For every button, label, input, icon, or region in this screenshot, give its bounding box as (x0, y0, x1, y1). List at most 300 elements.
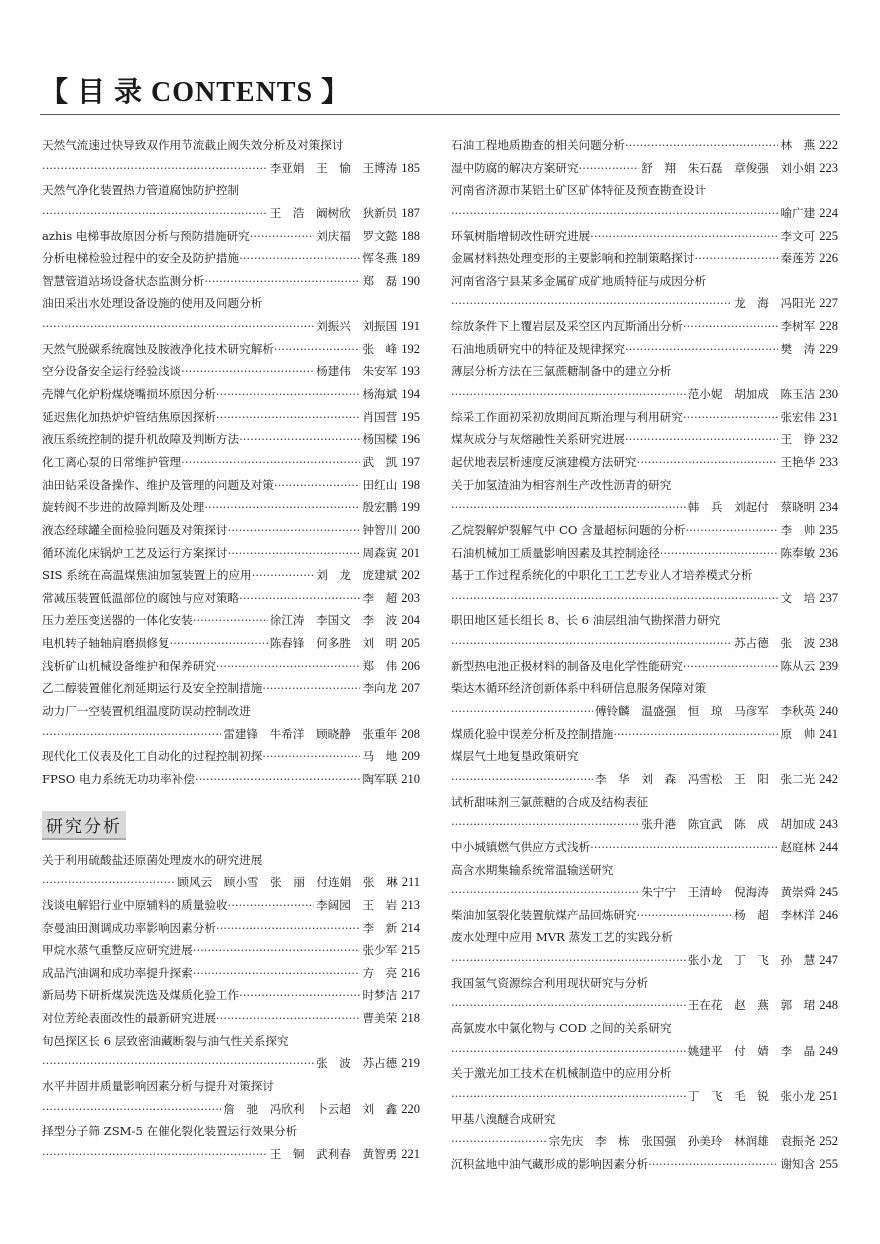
dot-leader (694, 247, 778, 270)
article-title: 河南省洛宁县某多金属矿成矿地质特征与成因分析 (451, 273, 707, 288)
page-number: 190 (401, 273, 420, 288)
article-title: 乙烷裂解炉裂解气中 CO 含量超标问题的分析 (451, 522, 686, 537)
toc-entry[interactable] (42, 939, 420, 962)
toc-entry[interactable] (42, 564, 420, 587)
article-title: 煤质化验中误差分析及控制措施 (451, 726, 614, 741)
toc-title-line[interactable] (42, 134, 420, 157)
article-authors: 刘振兴 刘振国 (316, 319, 398, 334)
toc-entry[interactable] (42, 632, 420, 655)
right-column (451, 134, 838, 1175)
toc-entry[interactable] (42, 247, 420, 270)
article-title: 甲烷水蒸气重整反应研究进展 (42, 943, 193, 958)
page-number: 218 (401, 1011, 420, 1026)
toc-entry[interactable] (42, 474, 420, 497)
dot-leader (42, 723, 221, 746)
dot-leader (451, 813, 639, 836)
dot-leader (42, 202, 268, 225)
toc-title-line[interactable] (42, 1075, 420, 1098)
toc-title-line[interactable] (451, 926, 838, 949)
article-authors: 张 波 苏占德 (316, 1056, 398, 1071)
article-title: 甲基八溴醚合成研究 (451, 1111, 556, 1126)
toc-entry[interactable] (451, 881, 838, 904)
toc-entry[interactable] (451, 292, 838, 315)
toc-entry[interactable] (42, 745, 420, 768)
article-title: FPSO 电力系统无功功率补偿 (42, 771, 195, 786)
article-authors: 谢知含 (780, 1156, 816, 1171)
toc-title-line[interactable] (451, 859, 838, 882)
dot-leader (42, 871, 175, 894)
page-number: 216 (401, 965, 420, 980)
article-authors: 李 华 刘 森 冯雪松 王 阳 张二光 (594, 771, 816, 786)
toc-entry[interactable] (451, 451, 838, 474)
dot-leader (193, 962, 361, 985)
dot-leader (451, 1085, 686, 1108)
toc-entry[interactable] (42, 451, 420, 474)
toc-title-line[interactable] (451, 564, 838, 587)
dot-leader (262, 677, 360, 700)
toc-entry[interactable] (451, 338, 838, 361)
dot-leader (451, 202, 778, 225)
article-title: 化工离心泵的日常维护管理 (42, 454, 182, 469)
toc-title-line[interactable] (42, 849, 420, 872)
toc-entry[interactable] (451, 700, 838, 723)
page-number: 197 (401, 454, 420, 469)
article-authors: 文 培 (780, 590, 816, 605)
page-number: 219 (401, 1056, 420, 1071)
page-number: 196 (401, 432, 420, 447)
article-title: 天然气流速过快导致双作用节流截止阀失效分析及对策探讨 (42, 138, 344, 152)
page-number: 210 (401, 771, 420, 786)
toc-entry[interactable] (451, 813, 838, 836)
toc-title-line[interactable] (451, 972, 838, 995)
toc-entry[interactable] (42, 1143, 420, 1166)
article-authors: 雷建锋 牛希洋 顾晓静 张重年 (223, 726, 398, 741)
toc-entry[interactable] (42, 360, 420, 383)
article-title: 环氧树脂增韧改性研究进展 (451, 228, 591, 243)
toc-entry[interactable] (42, 406, 420, 429)
article-title: 煤灰成分与灰熔融性关系研究进展 (451, 432, 625, 447)
article-title: 浅析矿山机械设备维护和保养研究 (42, 658, 216, 673)
toc-title-line[interactable] (42, 1030, 420, 1053)
toc-title-line[interactable] (451, 1017, 838, 1040)
page-number: 214 (401, 920, 420, 935)
article-authors: 秦莲芳 (780, 251, 816, 266)
article-authors: 刘 龙 庞建斌 (316, 568, 398, 583)
article-title: 河南省济源市某铝土矿区矿体特征及预查勘查设计 (451, 183, 707, 198)
article-authors: 詹 驰 冯欣利 卜云超 刘 鑫 (223, 1101, 398, 1116)
article-authors: 时梦洁 (362, 988, 398, 1003)
article-title: 我国氢气资源综合利用现状研究与分析 (451, 975, 649, 990)
article-title: 乙二醇装置催化剂延期运行及安全控制措施 (42, 681, 263, 696)
article-title: 石油机械加工质量影响因素及其控制途径 (451, 545, 660, 560)
article-title: 关于利用硫酸盐还原菌处理废水的研究进展 (42, 852, 263, 867)
article-authors: 姚建平 付 婧 李 晶 (687, 1043, 816, 1058)
dot-leader (683, 315, 779, 338)
toc-entry[interactable] (451, 632, 838, 655)
article-authors: 王艳华 (780, 454, 816, 469)
page-number: 225 (819, 228, 838, 243)
dot-leader (683, 655, 779, 678)
dot-leader (451, 949, 686, 972)
article-authors: 王 浩 阚树欣 狄新员 (269, 205, 398, 220)
article-title: 电机转子轴轴肩磨损修复 (42, 636, 170, 651)
toc-entry[interactable] (42, 225, 420, 248)
toc-entry[interactable] (451, 1040, 838, 1063)
article-title: 基于工作过程系统化的中职化工工艺专业人才培养模式分析 (451, 568, 753, 583)
article-authors: 顾风云 顾小雪 张 丽 付连娟 张 琳 (177, 875, 398, 890)
page-number: 244 (819, 839, 838, 854)
toc-entry[interactable] (451, 723, 838, 746)
dot-leader (181, 360, 314, 383)
toc-entry[interactable] (42, 542, 420, 565)
article-title: 关于激光加工技术在机械制造中的应用分析 (451, 1066, 672, 1081)
toc-entry[interactable] (42, 383, 420, 406)
page-number: 242 (819, 771, 838, 786)
article-authors: 龙 海 冯阳光 (734, 296, 816, 311)
article-title: 液态经球罐全面检验问题及对策探讨 (42, 522, 228, 537)
page-number: 209 (401, 749, 420, 764)
dot-leader (42, 1098, 221, 1121)
article-title: 沉积盆地中油气藏形成的影响因素分析 (451, 1156, 649, 1171)
toc-entry[interactable] (451, 225, 838, 248)
article-title: 高含水期集输系统常温输送研究 (451, 862, 614, 877)
page-number: 234 (819, 500, 838, 515)
left-column (42, 134, 420, 1166)
article-authors: 傅铃麟 温盛强 恒 琼 马彦军 李秋英 (594, 704, 816, 719)
article-title: 起伏地表层析速度反演建模方法研究 (451, 454, 637, 469)
toc-entry[interactable] (42, 157, 420, 180)
toc-entry[interactable] (42, 496, 420, 519)
section-gap (42, 791, 420, 803)
dot-leader (239, 984, 360, 1007)
article-title: 柴油加氢裂化装置航煤产品回炼研究 (451, 907, 637, 922)
toc-title-line[interactable] (451, 609, 838, 632)
article-authors: 肖国营 (362, 409, 398, 424)
toc-entry[interactable] (451, 994, 838, 1017)
page-number: 235 (819, 522, 838, 537)
dot-leader (216, 383, 361, 406)
dot-leader (239, 247, 360, 270)
article-title: 压力差压变送器的一体化安装 (42, 613, 193, 628)
page-number: 220 (401, 1101, 420, 1116)
article-title: 职田地区延长组长 8、长 6 油层组油气勘探潜力研究 (451, 613, 721, 628)
page-number: 243 (819, 817, 838, 832)
article-title: 天然气脱碳系统腐蚀及胺液净化技术研究解析 (42, 341, 274, 356)
page-number: 241 (819, 726, 838, 741)
toc-entry[interactable] (451, 587, 838, 610)
toc-title-line[interactable] (451, 677, 838, 700)
dot-leader (204, 270, 360, 293)
article-authors: 张升港 陈宜武 陈 成 胡加成 (641, 817, 816, 832)
dot-leader (42, 1052, 314, 1075)
article-authors: 周森寅 (362, 545, 398, 560)
toc-title-line[interactable] (451, 1108, 838, 1131)
dot-leader (451, 496, 686, 519)
article-title: 智慧管道站场设备状态监测分析 (42, 273, 205, 288)
article-authors: 苏占德 张 波 (734, 636, 816, 651)
article-authors: 韩 兵 刘起付 蔡晓明 (687, 500, 816, 515)
article-authors: 李 帅 (780, 522, 816, 537)
article-title: 择型分子筛 ZSM-5 在催化裂化装置运行效果分析 (42, 1124, 298, 1139)
toc-title-line[interactable] (451, 791, 838, 814)
page-number: 255 (819, 1156, 838, 1171)
page-number: 211 (401, 875, 420, 890)
toc-title-line[interactable] (451, 360, 838, 383)
page-number: 237 (819, 590, 838, 605)
article-authors: 殷宏鹏 (362, 500, 398, 515)
page-number: 227 (819, 296, 838, 311)
toc-entry[interactable] (42, 428, 420, 451)
toc-title-line[interactable] (42, 179, 420, 202)
dot-leader (451, 700, 593, 723)
dot-leader (451, 383, 686, 406)
toc-entry[interactable] (42, 917, 420, 940)
page-number: 193 (401, 364, 420, 379)
dot-leader (274, 338, 361, 361)
article-title: 石油工程地质勘查的相关问题分析 (451, 138, 625, 152)
page-number: 221 (401, 1146, 420, 1161)
article-title: 常减压装置低温部位的腐蚀与应对策略 (42, 590, 240, 605)
article-authors: 张少军 (362, 943, 398, 958)
toc-entry[interactable] (42, 1052, 420, 1075)
dot-leader (274, 474, 361, 497)
article-authors: 陈奉敏 (780, 545, 816, 560)
article-authors: 李向龙 (362, 681, 398, 696)
toc-entry[interactable] (451, 406, 838, 429)
dot-leader (590, 836, 778, 859)
toc-entry[interactable] (451, 428, 838, 451)
toc-title-line[interactable] (451, 745, 838, 768)
article-authors: 李亚娟 王 愉 王博涛 (269, 160, 398, 175)
article-authors: 王在花 赵 燕 郭 珺 (687, 998, 816, 1013)
toc-entry[interactable] (451, 1085, 838, 1108)
toc-entry[interactable] (42, 315, 420, 338)
article-title: 浅谈电解铝行业中原辅料的质量验收 (42, 897, 228, 912)
page-number: 192 (401, 341, 420, 356)
article-authors: 李 超 (362, 590, 398, 605)
page-number: 199 (401, 500, 420, 515)
article-title: 薄层分析方法在三氯蔗糖制备中的建立分析 (451, 364, 672, 379)
page-number: 188 (401, 228, 420, 243)
article-title: 新型热电池正极材料的制备及电化学性能研究 (451, 658, 683, 673)
header-rule (40, 114, 840, 115)
toc-title-line[interactable] (42, 1120, 420, 1143)
article-authors: 樊 涛 (780, 341, 816, 356)
toc-entry[interactable] (451, 768, 838, 791)
page-number: 206 (401, 658, 420, 673)
article-title: 废水处理中应用 MVR 蒸发工艺的实践分析 (451, 930, 673, 945)
article-authors: 曹美荣 (362, 1011, 398, 1026)
toc-title-line[interactable] (451, 474, 838, 497)
article-authors: 杨建伟 朱安军 (316, 364, 398, 379)
article-title: 油田钻采设备操作、维护及管理的问题及对策 (42, 477, 274, 492)
toc-entry[interactable] (451, 542, 838, 565)
page-number: 232 (819, 432, 838, 447)
toc-title-line[interactable] (451, 270, 838, 293)
toc-entry[interactable] (42, 609, 420, 632)
page-number: 223 (819, 160, 838, 175)
dot-leader (451, 881, 639, 904)
dot-leader (228, 519, 361, 542)
toc-entry[interactable] (451, 202, 838, 225)
toc-entry[interactable] (42, 655, 420, 678)
article-title: 试析甜味剂三氯蔗糖的合成及结构表征 (451, 794, 649, 809)
dot-leader (42, 1143, 268, 1166)
toc-entry[interactable] (42, 962, 420, 985)
page-number: 249 (819, 1043, 838, 1058)
article-authors: 马 地 (362, 749, 398, 764)
dot-leader (42, 157, 268, 180)
article-title: SIS 系统在高温煤焦油加氢装置上的应用 (42, 568, 252, 583)
dot-leader (216, 406, 361, 429)
dot-leader (193, 609, 268, 632)
article-authors: 舒 翔 朱石磊 章俊强 刘小娟 (641, 160, 816, 175)
article-title: 对位芳纶表面改性的最新研究进展 (42, 1011, 216, 1026)
article-authors: 钟智川 (362, 522, 398, 537)
article-authors: 张小龙 丁 飞 孙 慧 (687, 953, 816, 968)
dot-leader (451, 632, 732, 655)
toc-entry[interactable] (42, 338, 420, 361)
toc-title-line[interactable] (42, 700, 420, 723)
article-title: 关于加氢渣油为相容剂生产改性沥青的研究 (451, 477, 672, 492)
article-title: 高氯废水中氯化物与 COD 之间的关系研究 (451, 1020, 672, 1035)
dot-leader (262, 745, 360, 768)
article-authors: 范小妮 胡加成 陈玉洁 (687, 387, 816, 402)
page-number: 189 (401, 251, 420, 266)
article-authors: 恽冬燕 (362, 251, 398, 266)
page-number: 191 (401, 319, 420, 334)
page-number: 187 (401, 205, 420, 220)
dot-leader (216, 917, 361, 940)
article-title: 成品汽油调和成功率提升探索 (42, 965, 193, 980)
toc-entry[interactable] (42, 871, 420, 894)
toc-entry[interactable] (42, 677, 420, 700)
article-authors: 刘庆福 罗文懿 (316, 228, 398, 243)
toc-entry[interactable] (42, 723, 420, 746)
article-title: 壳牌气化炉粉煤烧嘴损坏原因分析 (42, 387, 216, 402)
article-title: azhis 电梯事故原因分析与预防措施研究 (42, 228, 250, 243)
article-title: 液压系统控制的提升机故障及判断方法 (42, 432, 240, 447)
toc-entry[interactable] (451, 519, 838, 542)
page-number: 252 (819, 1134, 838, 1149)
article-authors: 郑 磊 (362, 273, 398, 288)
toc-entry[interactable] (451, 836, 838, 859)
dot-leader (252, 564, 314, 587)
toc-entry[interactable] (451, 157, 838, 180)
article-title: 油田采出水处理设备设施的使用及问题分析 (42, 296, 263, 311)
toc-entry[interactable] (42, 270, 420, 293)
toc-entry[interactable] (42, 519, 420, 542)
dot-leader (451, 994, 686, 1017)
toc-entry[interactable] (42, 1007, 420, 1030)
toc-entry[interactable] (451, 655, 838, 678)
toc-entry[interactable] (451, 1130, 838, 1153)
dot-leader (637, 451, 779, 474)
article-title: 综采工作面初采初放期间瓦斯治理与利用研究 (451, 409, 683, 424)
toc-entry[interactable] (451, 949, 838, 972)
page-number: 224 (819, 205, 838, 220)
article-title: 煤层气土地复垦政策研究 (451, 749, 579, 764)
toc-entry[interactable] (42, 894, 420, 917)
article-authors: 张 峰 (362, 341, 398, 356)
page-number: 240 (819, 704, 838, 719)
toc-entry[interactable] (451, 315, 838, 338)
article-authors: 徐江涛 李国文 李 波 (269, 613, 398, 628)
page-number: 201 (401, 545, 420, 560)
dot-leader (42, 315, 314, 338)
page-number: 231 (819, 409, 838, 424)
toc-title-line[interactable] (451, 179, 838, 202)
dot-leader (660, 542, 779, 565)
toc-entry[interactable] (42, 984, 420, 1007)
article-title: 石油地质研究中的特征及规律探究 (451, 341, 625, 356)
page-number: 233 (819, 454, 838, 469)
page-number: 202 (401, 568, 420, 583)
article-title: 综放条件下上覆岩层及采空区内瓦斯涌出分析 (451, 319, 683, 334)
page-number: 251 (819, 1088, 838, 1103)
article-authors: 喻广建 (780, 205, 816, 220)
toc-entry[interactable] (451, 383, 838, 406)
article-title: 旬邑探区长 6 层致密油藏断裂与油气性关系探究 (42, 1033, 289, 1048)
dot-leader (590, 225, 778, 248)
toc-entry[interactable] (451, 904, 838, 927)
page-number: 198 (401, 477, 420, 492)
article-authors: 原 帅 (780, 726, 816, 741)
dot-leader (648, 1153, 778, 1176)
toc-title-line[interactable] (42, 292, 420, 315)
dot-leader (683, 406, 779, 429)
toc-entry[interactable] (451, 134, 838, 157)
article-title: 分析电梯检验过程中的安全及防护措施 (42, 251, 240, 266)
page-number: 248 (819, 998, 838, 1013)
toc-entry[interactable] (42, 202, 420, 225)
toc-entry[interactable] (42, 768, 420, 791)
article-title: 延迟焦化加热炉炉管结焦原因探析 (42, 409, 216, 424)
article-authors: 郑 伟 (362, 658, 398, 673)
toc-entry[interactable] (451, 1153, 838, 1176)
dot-leader (181, 451, 360, 474)
toc-entry[interactable] (42, 1098, 420, 1121)
page-number: 246 (819, 907, 838, 922)
toc-entry[interactable] (451, 247, 838, 270)
page-number: 208 (401, 726, 420, 741)
page-number: 228 (819, 319, 838, 334)
article-authors: 王 铜 武利春 黄智勇 (269, 1146, 398, 1161)
page-number: 217 (401, 988, 420, 1003)
article-title: 金属材料热处理变形的主要影响和控制策略探讨 (451, 251, 695, 266)
article-authors: 杨海斌 (362, 387, 398, 402)
article-authors: 赵庭林 (780, 839, 816, 854)
section-heading-label: 研究分析 (42, 811, 126, 840)
article-title: 奈曼油田测调成功率影响因素分析 (42, 920, 216, 935)
page-number: 194 (401, 387, 420, 402)
dot-leader (216, 655, 361, 678)
dot-leader (625, 428, 779, 451)
dot-leader (451, 1130, 547, 1153)
dot-leader (451, 768, 593, 791)
toc-title-line[interactable] (451, 1062, 838, 1085)
article-title: 柴达木循环经济创新体系中科研信息服务保障对策 (451, 681, 707, 696)
toc-entry[interactable] (42, 587, 420, 610)
page-number: 204 (401, 613, 420, 628)
page-number: 185 (401, 160, 420, 175)
article-authors: 朱宁宁 王清岭 倪海涛 黄崇舜 (641, 885, 816, 900)
page-number: 222 (819, 138, 838, 152)
toc-entry[interactable] (451, 496, 838, 519)
page-number: 213 (401, 897, 420, 912)
dot-leader (170, 632, 268, 655)
article-authors: 陈春锋 何多胜 刘 明 (269, 636, 398, 651)
